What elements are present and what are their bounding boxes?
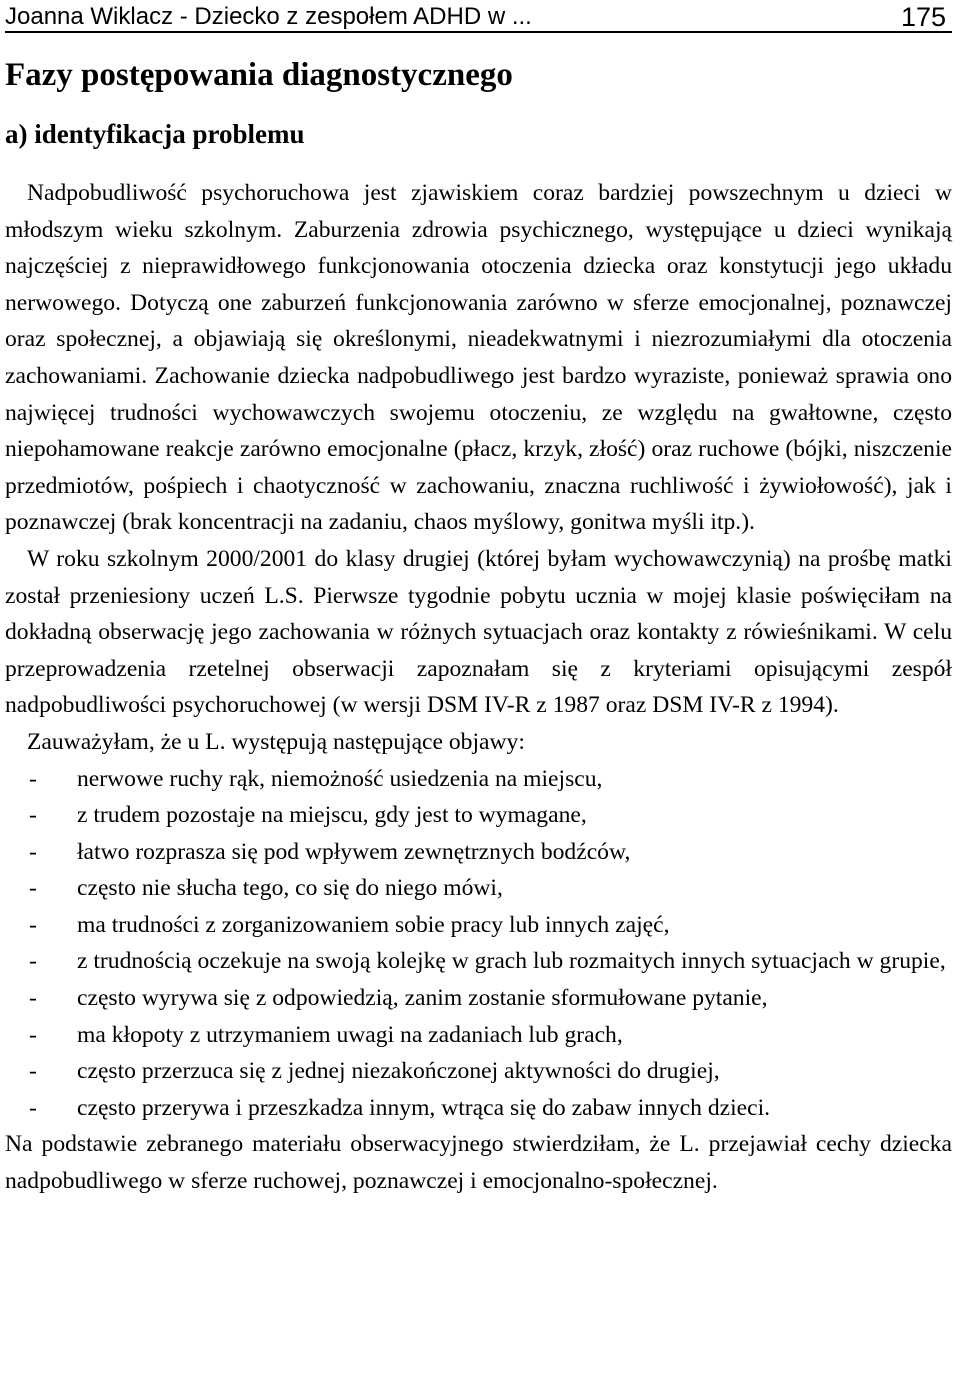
list-item <box>5 907 952 944</box>
list-dash: - <box>29 948 37 975</box>
list-item-text: często przerzuca się z jednej niezakończonej aktywności do drugiej, <box>77 1058 720 1085</box>
list-item-text: ma kłopoty z utrzymaniem uwagi na zadaniach lub grach, <box>77 1021 623 1048</box>
subsection-heading: a) identyfikacja problemu <box>5 119 305 149</box>
running-head-title: Joanna Wiklacz - Dziecko z zespołem ADHD w ... <box>5 3 532 30</box>
paragraph: Zauważyłam, że u L. występują następujące objawy: <box>27 728 525 755</box>
body-text <box>5 175 952 1200</box>
list-dash: - <box>29 875 37 902</box>
list-item <box>5 870 952 907</box>
list-dash: - <box>29 765 37 792</box>
list-dash: - <box>29 985 37 1012</box>
list-item <box>5 943 952 980</box>
symptom-list <box>5 761 952 1127</box>
list-item-text: z trudem pozostaje na miejscu, gdy jest to wymagane, <box>77 802 587 829</box>
running-head <box>5 0 952 33</box>
list-dash: - <box>29 1021 37 1048</box>
list-item <box>5 1017 952 1054</box>
list-dash: - <box>29 1058 37 1085</box>
list-dash: - <box>29 911 37 938</box>
closing-paragraph: Na podstawie zebranego materiału obserwacyjnego stwierdziłam, że L. przejawiał cechy dziecka nadpobudliwego w sferze ruchowej, poznawczej i emocjonalno-społecznej. <box>5 1131 952 1195</box>
list-item <box>5 1053 952 1090</box>
list-dash: - <box>29 1094 37 1121</box>
list-item <box>5 1090 952 1127</box>
list-item-text: nerwowe ruchy rąk, niemożność usiedzenia na miejscu, <box>77 765 603 792</box>
list-item-text: często przerywa i przeszkadza innym, wtrąca się do zabaw innych dzieci. <box>77 1094 771 1121</box>
list-item <box>5 797 952 834</box>
list-dash: - <box>29 838 37 865</box>
list-item-text: ma trudności z zorganizowaniem sobie pracy lub innych zajęć, <box>77 911 670 938</box>
list-item <box>5 761 952 798</box>
list-item <box>5 980 952 1017</box>
list-item <box>5 834 952 871</box>
list-dash: - <box>29 802 37 829</box>
list-item-text: często wyrywa się z odpowiedzią, zanim zostanie sformułowane pytanie, <box>77 985 768 1012</box>
paragraph: Nadpobudliwość psychoruchowa jest zjawiskiem coraz bardziej powszechnym u dzieci w młodszym wieku szkolnym. Zaburzenia zdrowia psychicznego, występujące u dzieci wynikają najczęściej z nieprawidłowego funkcjonowania otoczenia dziecka oraz konstytucji jego układu nerwowego. Dotyczą one zaburzeń funkcjonowania zarówno w sferze emocjonalnej, poznawczej oraz społecznej, a objawiają się określonymi, nieadekwatnymi i niezrozumiałymi dla otoczenia zachowaniami. Zachowanie dziecka nadpobudliwego jest bardzo wyraziste, ponieważ sprawia ono najwięcej trudności wychowawczych swojemu otoczeniu, ze względu na gwałtowne, często niepohamowane reakcje zarówno emocjonalne (płacz, krzyk, złość) oraz ruchowe (bójki, niszczenie przedmiotów, pośpiech i chaotyczność w zachowaniu, znaczna ruchliwość i żywiołowość), jak i poznawczej (brak koncentracji na zadaniu, chaos myślowy, gonitwa myśli itp.). <box>5 180 952 536</box>
list-item-text: łatwo rozprasza się pod wpływem zewnętrznych bodźców, <box>77 838 631 865</box>
list-item-text: często nie słucha tego, co się do niego mówi, <box>77 875 503 902</box>
page-number: 175 <box>900 2 946 32</box>
section-heading: Fazy postępowania diagnostycznego <box>5 57 513 93</box>
list-item-text: z trudnością oczekuje na swoją kolejkę w grach lub rozmaitych innych sytuacjach w grupie, <box>77 948 946 975</box>
paragraph: W roku szkolnym 2000/2001 do klasy drugiej (której byłam wychowawczynią) na prośbę matki został przeniesiony uczeń L.S. Pierwsze tygodnie pobytu ucznia w mojej klasie poświęciłam na dokładną obserwację jego zachowania w różnych sytuacjach oraz kontakty z rówieśnikami. W celu przeprowadzenia rzetelnej obserwacji zapoznałam się z kryteriami opisującymi zespół nadpobudliwości psychoruchowej (w wersji DSM IV-R z 1987 oraz DSM IV-R z 1994). <box>5 545 952 719</box>
